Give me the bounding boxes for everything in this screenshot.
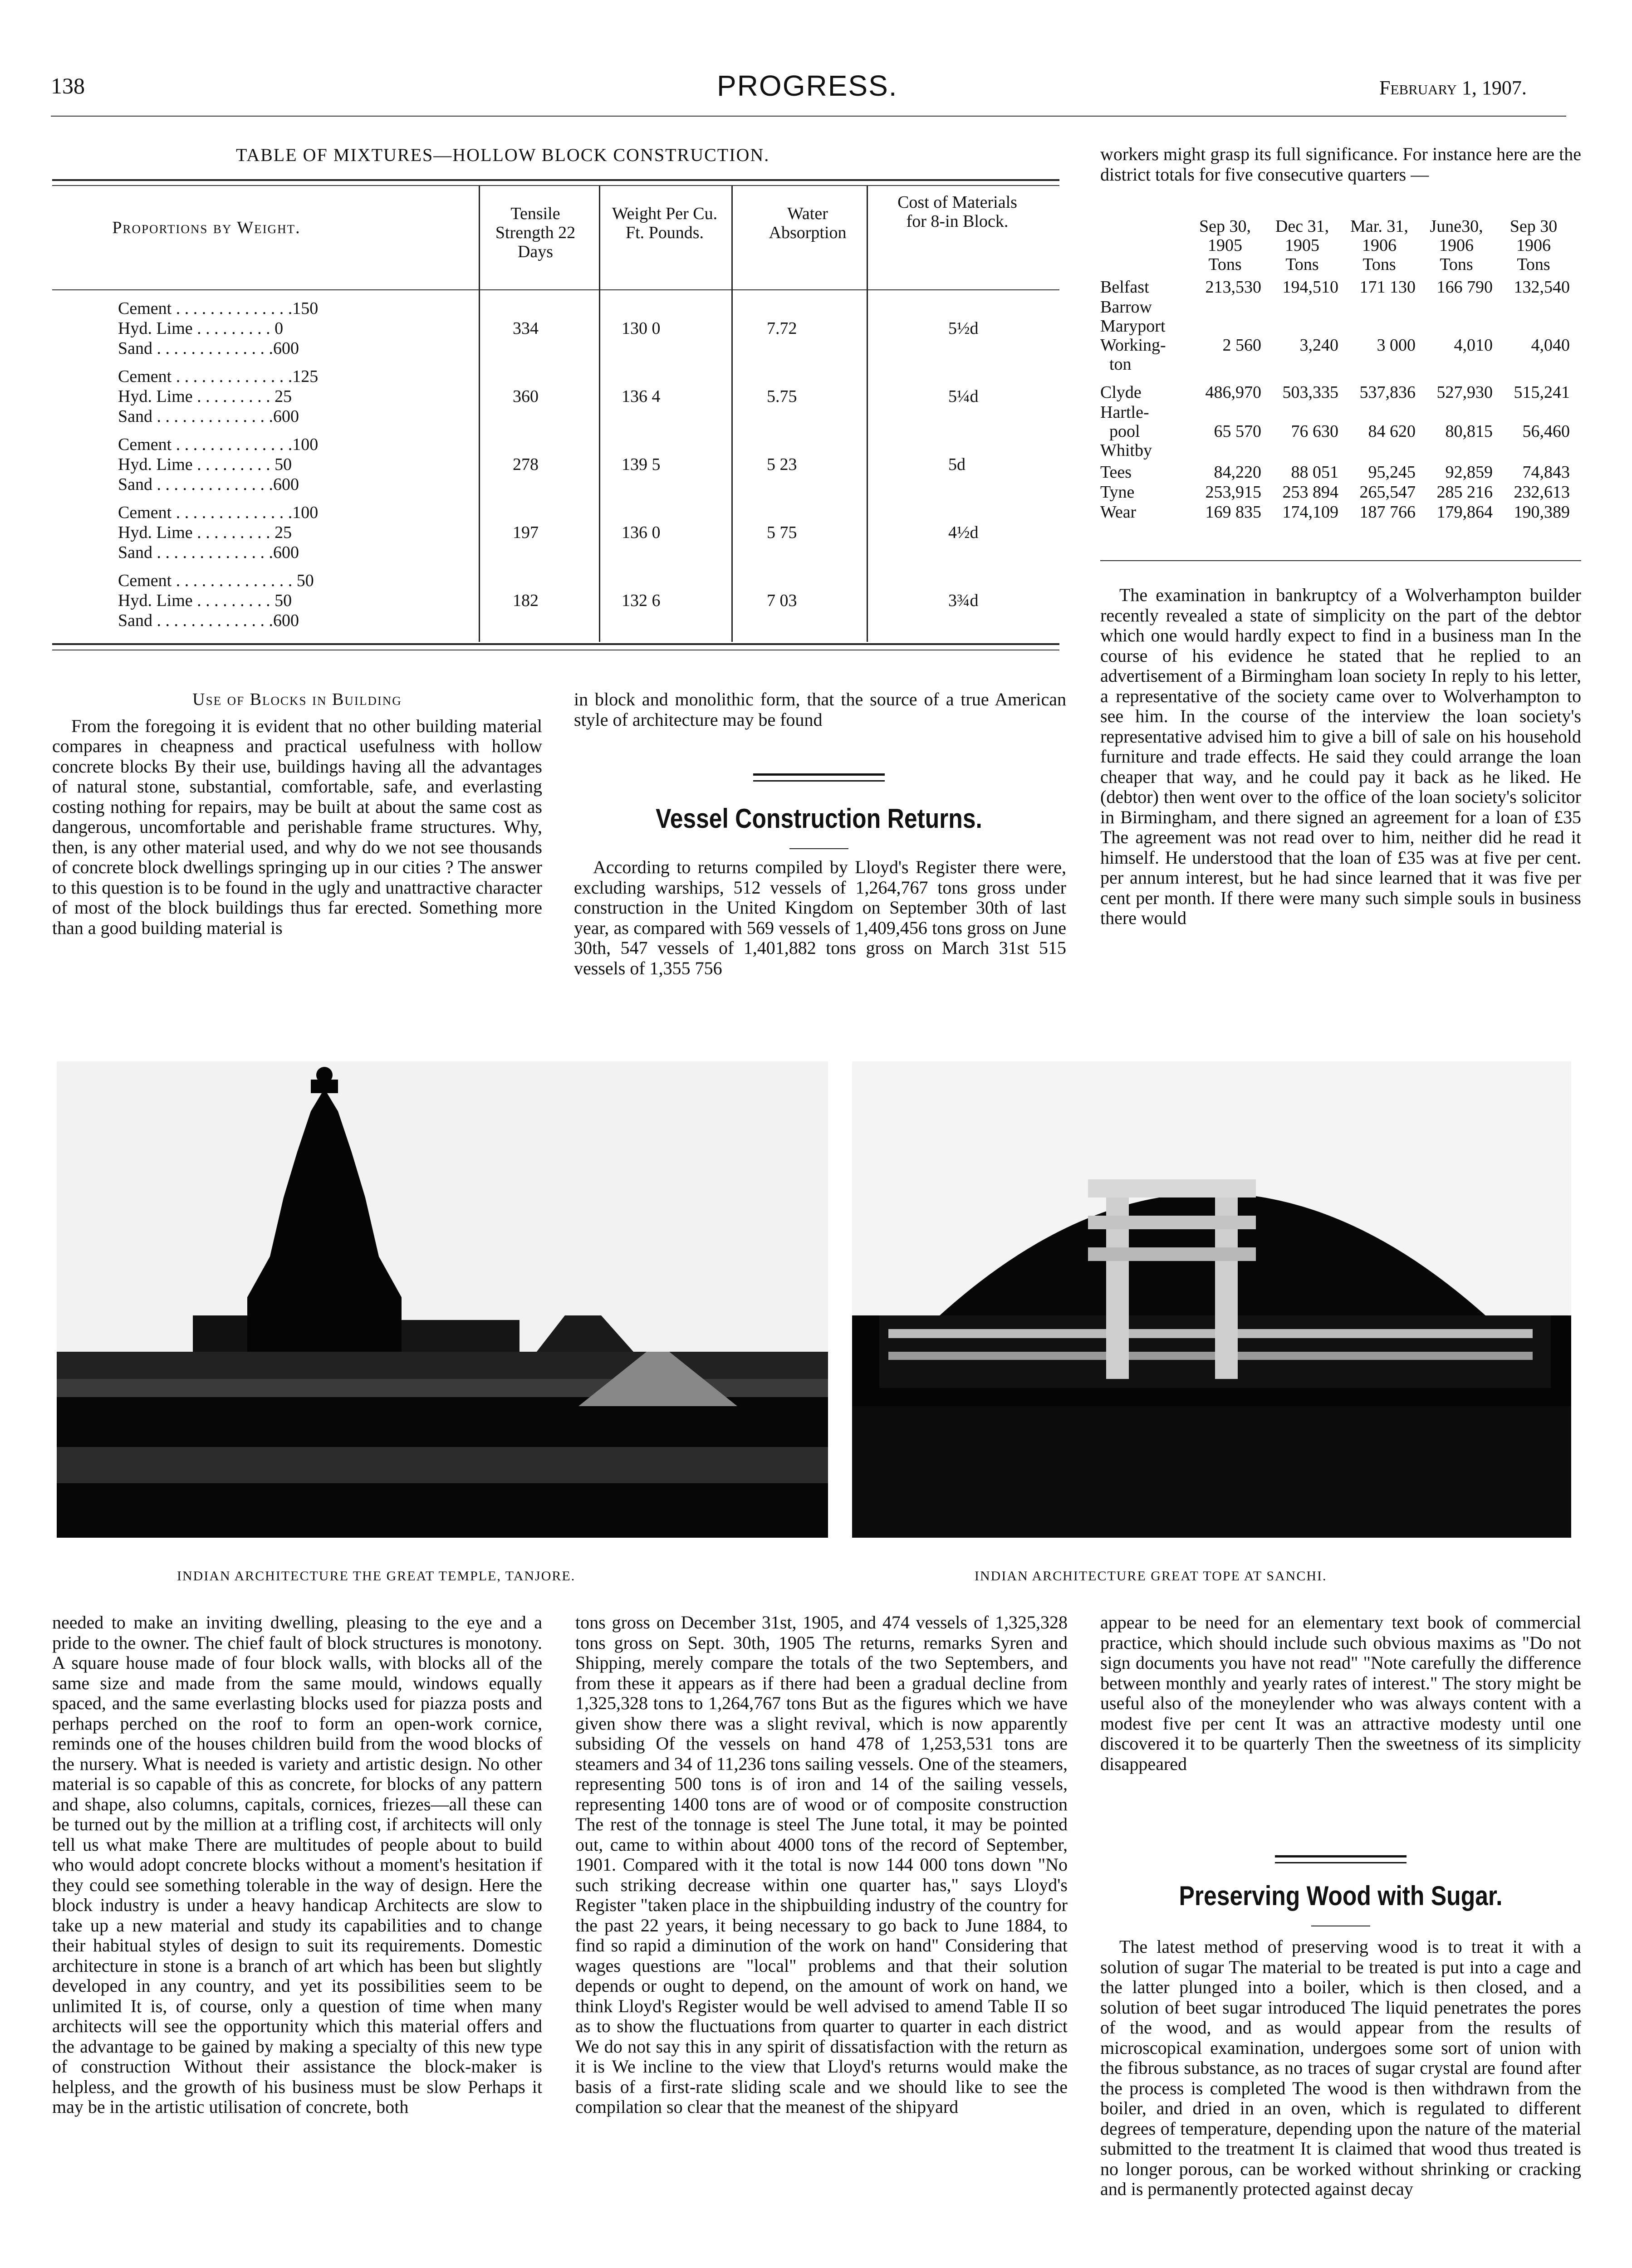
column-1-bottom xyxy=(52,1613,542,2268)
stats-district: Wear xyxy=(1100,503,1137,522)
vessel-text: According to returns compiled by Lloyd's Register there were, excluding warships, 512 vessels of 1,264,767 tons gross under construction in the United Kingdom on September 30th of last year, as compared with 569 vessels of 1,409,456 tons gross on June 30th, 547 vessels of 1,401,882 tons gross on March 31st 515 vessels of 1,355 756 xyxy=(574,857,1066,978)
stats-row-tees xyxy=(1100,463,1581,483)
block-design-text: needed to make an inviting dwelling, pleasing to the eye and a pride to the owner. The chief fault of block structures is monotony. A square house made of four block walls, with blocks all of the same size and made from the same mould, windows equally spaced, and the same everlasting blocks used for piazza posts and perhaps perched on the roof to form an open-work cornice, reminds one of the houses children build from the wood blocks of the nursery. What is needed is variety and artistic design. No other material is so capable of this as concrete, for blocks of any pattern and shape, also columns, capitals, cornices, friezes—all these can be turned out by the million at a trifling cost, if architects will only tell us what make There are multitudes of people about to build who would adopt concrete blocks without a moment's hesitation if they could see something tolerable in the way of design. Here the block industry is under a heavy handicap Architects are slow to take up a new material and study its capabilities and to change their habitual styles of design to suit its requirements. Domestic architecture in stone is a branch of art which has been but slightly developed in any country, and yet its possibilities seem to be unlimited It is, of course, only a question of time when many architects will see the opportunity which this material offers and the advantage to be gained by making a specialty of this new type of construction Without their assistance the block-maker is helpless, and the growth of his business must be slow Perhaps it may be in the artistic utilisation of concrete, both xyxy=(52,1613,542,2117)
stats-header-3-year: 1906 xyxy=(1362,236,1397,255)
stats-row-clyde xyxy=(1100,383,1581,403)
stats-value: 2 560 xyxy=(1222,336,1261,355)
stats-header-1-unit: Tons xyxy=(1208,255,1242,274)
mix-table-title: TABLE OF MIXTURES—HOLLOW BLOCK CONSTRUCTION. xyxy=(236,145,770,165)
stats-district-line: Barrow xyxy=(1100,298,1152,317)
stats-district: Tyne xyxy=(1100,483,1135,502)
mix-row-5-lime: Hyd. Lime . . . . . . . . . 50 xyxy=(118,591,292,610)
stats-value: 537,836 xyxy=(1359,383,1416,402)
sugar-text: The latest method of preserving wood is to treat it with a solution of sugar The material to be treated is put into a cage and the latter plunged into a boiler, which is then closed, and a solution of beet sugar introduced The liquid penetrates the pores of the wood, and as would appear from the results of microscopical examination, undergoes some sort of union with the fibrous substance, as no traces of sugar crystal are found after the process is completed The wood is then withdrawn from the boiler, and dried in an oven, which is regulated to different degrees of temperature, depending upon the nature of the material submitted to the treatment It is claimed that wood thus treated is no longer porous, can be worked without shrinking or cracking and is permanently protected against decay xyxy=(1100,1937,1581,2199)
column-3-bottom-2 xyxy=(1100,1937,1581,2268)
stats-header-2-year: 1905 xyxy=(1285,236,1319,255)
mix-header-rule xyxy=(52,289,1059,290)
stats-value: 3,240 xyxy=(1299,336,1338,355)
mix-row-5-cement: Cement . . . . . . . . . . . . . . 50 xyxy=(118,571,314,590)
stats-value: 253 894 xyxy=(1282,483,1338,502)
stats-row-hartlepool xyxy=(1100,403,1581,462)
mix-row-4-cost: 4½d xyxy=(948,523,979,542)
stats-district xyxy=(1100,403,1168,460)
mix-row-3-lime: Hyd. Lime . . . . . . . . . 50 xyxy=(118,455,292,474)
stats-header-2 xyxy=(1266,217,1338,274)
stats-value: 3 000 xyxy=(1377,336,1416,355)
mix-header-tensile: Tensile Strength 22 Days xyxy=(495,204,576,261)
stats-value: 285 216 xyxy=(1436,483,1493,502)
tanjore-caption: INDIAN ARCHITECTURE THE GREAT TEMPLE, TANJORE. xyxy=(177,1569,576,1584)
mix-row-2-water: 5.75 xyxy=(767,387,797,406)
mix-row-3-tensile: 278 xyxy=(513,455,539,474)
column-2-continuation-text: in block and monolithic form, that the source of a true American style of architecture may be found xyxy=(574,689,1066,730)
mix-row-5-water: 7 03 xyxy=(767,591,797,610)
stats-row-wear xyxy=(1100,503,1581,523)
mix-header-cost: Cost of Materials for 8-in Block. xyxy=(897,193,1017,231)
stats-header-1-date: Sep 30, xyxy=(1199,217,1251,236)
stats-value: 486,970 xyxy=(1205,383,1261,402)
stats-value: 527,930 xyxy=(1436,383,1493,402)
mix-row-2 xyxy=(118,367,1048,435)
mix-row-2-cement: Cement . . . . . . . . . . . . . .125 xyxy=(118,367,319,386)
mix-row-4-tensile: 197 xyxy=(513,523,539,542)
column-2-bottom xyxy=(575,1613,1068,2268)
tanjore-temple-illustration xyxy=(57,1061,828,1538)
stats-header-1-year: 1905 xyxy=(1208,236,1242,255)
column-2-top-continuation xyxy=(574,689,1066,730)
column-3-intro xyxy=(1100,144,1581,185)
mix-row-4-lime: Hyd. Lime . . . . . . . . . 25 xyxy=(118,523,292,542)
stats-value: 174,109 xyxy=(1282,503,1338,522)
stats-value: 169 835 xyxy=(1205,503,1261,522)
stats-header-4-unit: Tons xyxy=(1440,255,1473,274)
stats-value: 190,389 xyxy=(1514,503,1570,522)
mix-row-3 xyxy=(118,435,1048,503)
mix-row-3-water: 5 23 xyxy=(767,455,797,474)
mix-row-4-cement: Cement . . . . . . . . . . . . . .100 xyxy=(118,503,319,522)
stats-row-belfast xyxy=(1100,278,1581,298)
stats-district: Clyde xyxy=(1100,383,1142,402)
stats-district-line: Whitby xyxy=(1100,441,1152,460)
stats-value: 515,241 xyxy=(1514,383,1570,402)
mix-row-4-water: 5 75 xyxy=(767,523,797,542)
stats-header-5-year: 1906 xyxy=(1516,236,1551,255)
mix-table-top-rule-2 xyxy=(52,185,1059,186)
page-number: 138 xyxy=(51,73,85,98)
stats-value: 92,859 xyxy=(1445,463,1493,482)
mix-row-5-tensile: 182 xyxy=(513,591,539,610)
stats-header-2-date: Dec 31, xyxy=(1275,217,1329,236)
column-3-top xyxy=(1100,585,1581,1021)
stats-header-1 xyxy=(1189,217,1261,274)
mix-header-weight: Weight Per Cu. Ft. Pounds. xyxy=(612,204,718,242)
mix-table-top-rule xyxy=(52,179,1059,181)
vessel-headline-rule xyxy=(753,773,885,782)
stats-value: 56,460 xyxy=(1522,422,1570,441)
vessel-headline: Vessel Construction Returns. xyxy=(656,803,982,834)
mix-row-3-sand: Sand . . . . . . . . . . . . . .600 xyxy=(118,475,299,494)
mix-row-5 xyxy=(118,571,1048,639)
mix-row-1-water: 7.72 xyxy=(767,319,797,338)
column-3-bottom xyxy=(1100,1613,1581,1848)
mix-header-proportions-label: Proportions by Weight. xyxy=(112,218,301,237)
stats-value: 253,915 xyxy=(1205,483,1261,502)
sugar-headline: Preserving Wood with Sugar. xyxy=(1179,1881,1503,1911)
stats-row-tyne xyxy=(1100,483,1581,503)
stats-value: 4,040 xyxy=(1531,336,1570,355)
stats-value: 503,335 xyxy=(1282,383,1338,402)
column-1-top xyxy=(52,689,542,1025)
mix-header-water: Water Absorption xyxy=(769,204,847,242)
vessel-headline-underline xyxy=(789,848,848,849)
mix-row-3-cost: 5d xyxy=(948,455,965,474)
stats-value: 88 051 xyxy=(1291,463,1338,482)
stats-value: 187 766 xyxy=(1359,503,1416,522)
sanchi-caption: INDIAN ARCHITECTURE GREAT TOPE AT SANCHI. xyxy=(975,1569,1327,1584)
mix-row-4-sand: Sand . . . . . . . . . . . . . .600 xyxy=(118,543,299,562)
stats-value: 95,245 xyxy=(1368,463,1416,482)
mix-row-5-cost: 3¾d xyxy=(948,591,979,610)
mix-row-2-tensile: 360 xyxy=(513,387,539,406)
stats-header-4-date: June30, xyxy=(1430,217,1483,236)
stats-intro-text: workers might grasp its full significance. For instance here are the district totals for five consecutive quarters — xyxy=(1100,144,1581,185)
stats-district: Tees xyxy=(1100,463,1132,482)
mix-row-1-sand: Sand . . . . . . . . . . . . . .600 xyxy=(118,339,299,358)
sugar-headline-rule xyxy=(1275,1855,1407,1863)
stats-value: 84 620 xyxy=(1368,422,1416,441)
mix-table-bottom-rule xyxy=(52,643,1059,645)
mix-row-5-weight: 132 6 xyxy=(622,591,661,610)
stats-value: 232,613 xyxy=(1514,483,1570,502)
mix-row-5-sand: Sand . . . . . . . . . . . . . .600 xyxy=(118,611,299,630)
stats-value: 4,010 xyxy=(1454,336,1493,355)
stats-value: 80,815 xyxy=(1445,422,1493,441)
stats-bottom-rule xyxy=(1100,560,1581,561)
mix-row-1 xyxy=(118,298,1048,367)
mix-row-2-cost: 5¼d xyxy=(948,387,979,406)
stats-district xyxy=(1100,298,1168,374)
stats-value: 84,220 xyxy=(1214,463,1261,482)
column-2-top xyxy=(574,857,1066,1021)
tanjore-temple-photo xyxy=(57,1061,828,1538)
stats-row-barrow xyxy=(1100,298,1581,379)
stats-header-3 xyxy=(1343,217,1416,274)
stats-district-line: Maryport xyxy=(1100,317,1166,336)
stats-district-line: pool xyxy=(1109,422,1140,441)
mix-row-1-cost: 5½d xyxy=(948,319,979,338)
stats-district-line: Hartle- xyxy=(1100,403,1149,422)
stats-header-4 xyxy=(1420,217,1493,274)
stats-value: 171 130 xyxy=(1359,278,1416,297)
mix-row-2-lime: Hyd. Lime . . . . . . . . . 25 xyxy=(118,387,292,406)
stats-header-5 xyxy=(1497,217,1570,274)
stats-header-4-year: 1906 xyxy=(1439,236,1474,255)
vessel-text-continued: tons gross on December 31st, 1905, and 474 vessels of 1,325,328 tons gross on Sept. 30th, 1905 The returns, remarks Syren and Shipping, merely compare the totals of the two Septembers, and from these it appears as if there had been a gradual decline from 1,325,328 tons to 1,264,767 tons But as the figures which we have given show there was a slight revival, which is now apparently subsiding Of the vessels on hand 478 of 1,253,531 tons are steamers and 34 of 11,236 tons sailing vessels. One of the steamers, representing 500 tons is of iron and 14 of the sailing vessels, representing 1400 tons are of wood or of composite construction The rest of the tonnage is steel The June total, it may be pointed out, came to within about 4000 tons of the record of September, 1901. Compared with it the total is now 144 000 tons down "No such striking decrease within one quarter has," says Lloyd's Register "taken place in the shipbuilding industry of the country for the past 22 years, it being necessary to go back to June 1884, to find so rapid a diminution of the work on hand" Considering that wages questions are "local" problems and that their solution depends or ought to depend, on the amount of work on hand, we think Lloyd's Register would be well advised to amend Table II so as to show the fluctuations from quarter to quarter in each district We do not say this in any spirit of dissatisfaction with the return as it is We incline to the view that Lloyd's returns would make the basis of a first-rate sliding scale and we should like to see the compilation so clear that the meanest of the shipyard xyxy=(575,1613,1068,2117)
mix-row-3-cement: Cement . . . . . . . . . . . . . .100 xyxy=(118,435,319,454)
stats-district-line: ton xyxy=(1109,355,1132,374)
mix-row-3-weight: 139 5 xyxy=(622,455,661,474)
mix-row-2-sand: Sand . . . . . . . . . . . . . .600 xyxy=(118,407,299,426)
stats-header-5-date: Sep 30 xyxy=(1509,217,1558,236)
stats-value: 166 790 xyxy=(1436,278,1493,297)
mix-row-1-tensile: 334 xyxy=(513,319,539,338)
stats-header-3-date: Mar. 31, xyxy=(1350,217,1408,236)
mix-row-1-lime: Hyd. Lime . . . . . . . . . 0 xyxy=(118,319,284,338)
stats-value: 132,540 xyxy=(1514,278,1570,297)
stats-value: 265,547 xyxy=(1359,483,1416,502)
stats-district: Belfast xyxy=(1100,278,1149,297)
stats-value: 65 570 xyxy=(1214,422,1261,441)
stats-value: 194,510 xyxy=(1282,278,1338,297)
bankruptcy-text: The examination in bankruptcy of a Wolverhampton builder recently revealed a state of simplicity on the part of the debtor which one would hardly expect to find in a business man In the course of his evidence he stated that he replied to an advertisement of a Birmingham loan society In reply to his letter, a representative of the society came over to Wolverhampton to see him. In the course of the interview the loan society's representative advised him to give a bill of sale on his household furniture and trade effects. He said they could arrange the loan cheaper that way, and he could pay it back as he liked. He (debtor) then went over to the office of the loan society's solicitor in Birmingham, and there signed an agreement for a loan of £35 The agreement was not read over to him, neither did he read it himself. He understood that the loan of £35 was at five per cent. per annum interest, but he had since learned that it was five per cent per month. If there were many such simple souls in business there would xyxy=(1100,585,1581,928)
mix-row-1-weight: 130 0 xyxy=(622,319,661,338)
stats-header-2-unit: Tons xyxy=(1285,255,1319,274)
stats-value: 74,843 xyxy=(1522,463,1570,482)
mix-row-2-weight: 136 4 xyxy=(622,387,661,406)
issue-date: February 1, 1907. xyxy=(1379,77,1527,99)
stats-value: 76 630 xyxy=(1291,422,1338,441)
use-of-blocks-heading: Use of Blocks in Building xyxy=(192,690,402,709)
sanchi-tope-photo xyxy=(852,1061,1571,1538)
mix-header-proportions xyxy=(95,218,318,238)
stats-header-3-unit: Tons xyxy=(1362,255,1396,274)
moneylender-text: appear to be need for an elementary text book of commercial practice, which should include such obvious maxims as "Do not sign documents you have not read" "Note carefully the difference between monthly and yearly rates of interest." The story might be useful also of the moneylender who was always content with a modest five per cent It was an attractive modesty until one discovered it to be quarterly Then the sweetness of its simplicity disappeared xyxy=(1100,1613,1581,1774)
stats-value: 213,530 xyxy=(1205,278,1261,297)
mix-row-4 xyxy=(118,503,1048,571)
stats-value: 179,864 xyxy=(1436,503,1493,522)
use-of-blocks-text: From the foregoing it is evident that no other building material compares in cheapness and practical usefulness with hollow concrete blocks By their use, buildings having all the advantages of natural stone, substantial, comfortable, safe, and everlasting costing nothing for repairs, may be built at about the same cost as dangerous, uncomfortable and perishable frame structures. Why, then, is any other material used, and why do we not see thousands of concrete block dwellings springing up in our cities ? The answer to this question is to be found in the ugly and unattractive character of most of the block buildings thus far erected. Something more than a good building material is xyxy=(52,715,542,938)
mix-row-4-weight: 136 0 xyxy=(622,523,661,542)
header-rule xyxy=(51,116,1566,117)
stats-district-line: Working- xyxy=(1100,336,1166,355)
mix-row-1-cement: Cement . . . . . . . . . . . . . .150 xyxy=(118,299,319,318)
publication-title: PROGRESS. xyxy=(717,69,898,102)
stats-header-5-unit: Tons xyxy=(1517,255,1550,274)
sanchi-tope-illustration xyxy=(852,1061,1571,1538)
